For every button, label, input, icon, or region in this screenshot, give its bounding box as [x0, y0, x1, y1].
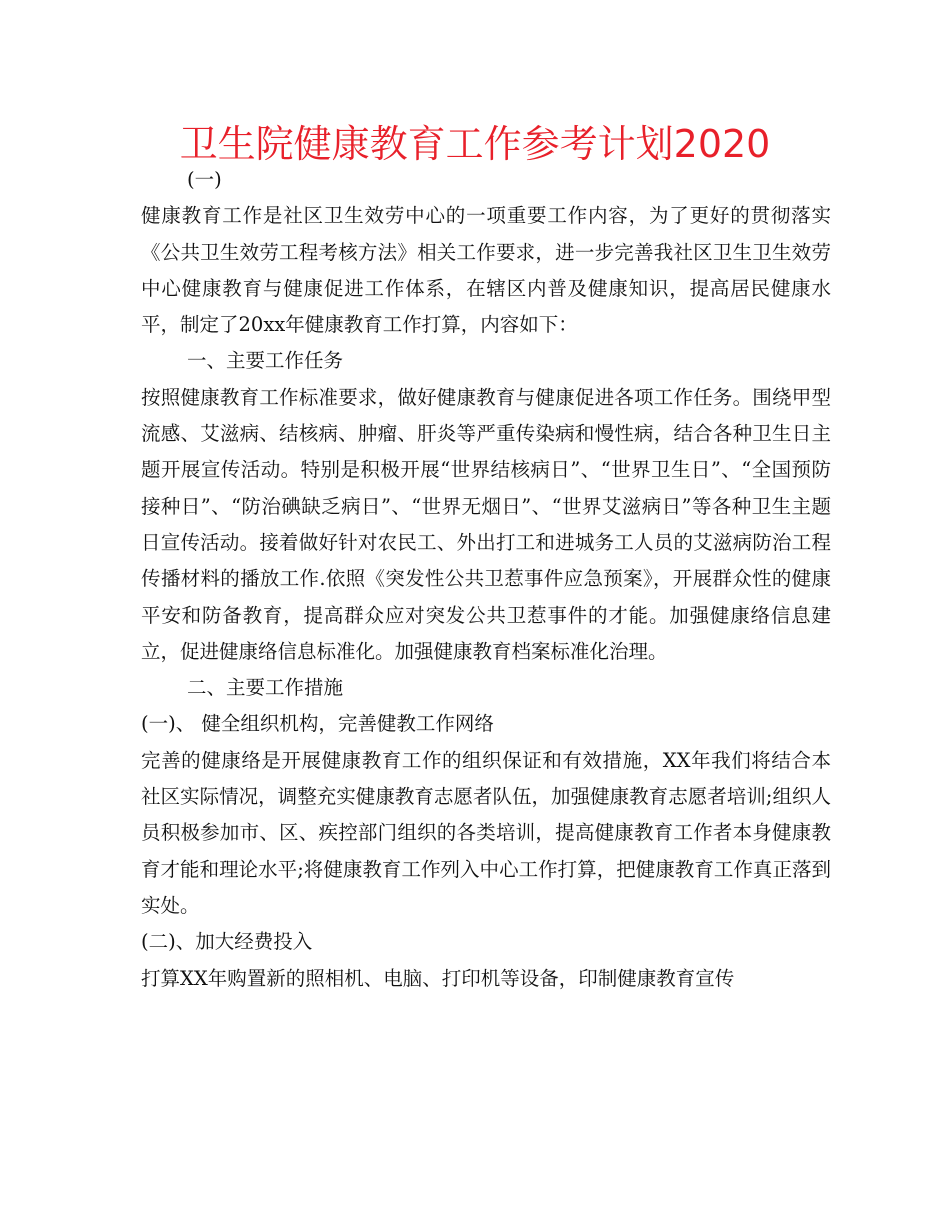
paragraph-intro: 健康教育工作是社区卫生效劳中心的一项重要工作内容，为了更好的贯彻落实《公共卫生效劳工程考核方法》相关工作要求，进一步完善我社区卫生卫生效劳中心健康教育与健康促进工作体系，在辖区内普及健康知识，提高居民健康水平，制定了20xx年健康教育工作打算，内容如下： [141, 204, 831, 337]
heading-main-tasks: 一、主要工作任务 [187, 349, 344, 373]
document-body [141, 162, 831, 997]
heading-main-measures: 二、主要工作措施 [187, 676, 344, 700]
paragraph-section-marker: (一) [187, 168, 222, 191]
document-title: 卫生院健康教育工作参考计划2020 [179, 122, 771, 166]
subheading-funding: (二)、加大经费投入 [141, 930, 313, 954]
paragraph-funding: 打算XX年购置新的照相机、电脑、打印机等设备，印制健康教育宣传 [141, 966, 735, 990]
subheading-organization: (一)、 健全组织机构，完善健教工作网络 [141, 712, 494, 736]
paragraph-organization: 完善的健康络是开展健康教育工作的组织保证和有效措施，XX年我们将结合本社区实际情况，调整充实健康教育志愿者队伍，加强健康教育志愿者培训;组织人员积极参加市、区、疾控部门组织的各类培训，提高健康教育工作者本身健康教育才能和理论水平;将健康教育工作列入中心工作打算，把健康教育工作真正落到实处。 [141, 748, 831, 917]
paragraph-main-tasks: 按照健康教育工作标准要求，做好健康教育与健康促进各项工作任务。围绕甲型流感、艾滋病、结核病、肿瘤、肝炎等严重传染病和慢性病，结合各种卫生日主题开展宣传活动。特别是积极开展“世界结核病日”、“世界卫生日”、“全国预防接种日”、“防治碘缺乏病日”、“世界无烟日”、“世界艾滋病日”等各种卫生主题日宣传活动。接着做好针对农民工、外出打工和进城务工人员的艾滋病防治工程传播材料的播放工作.依照《突发性公共卫惹事件应急预案》，开展群众性的健康平安和防备教育，提高群众应对突发公共卫惹事件的才能。加强健康络信息建立，促进健康络信息标准化。加强健康教育档案标准化治理。 [141, 385, 831, 663]
